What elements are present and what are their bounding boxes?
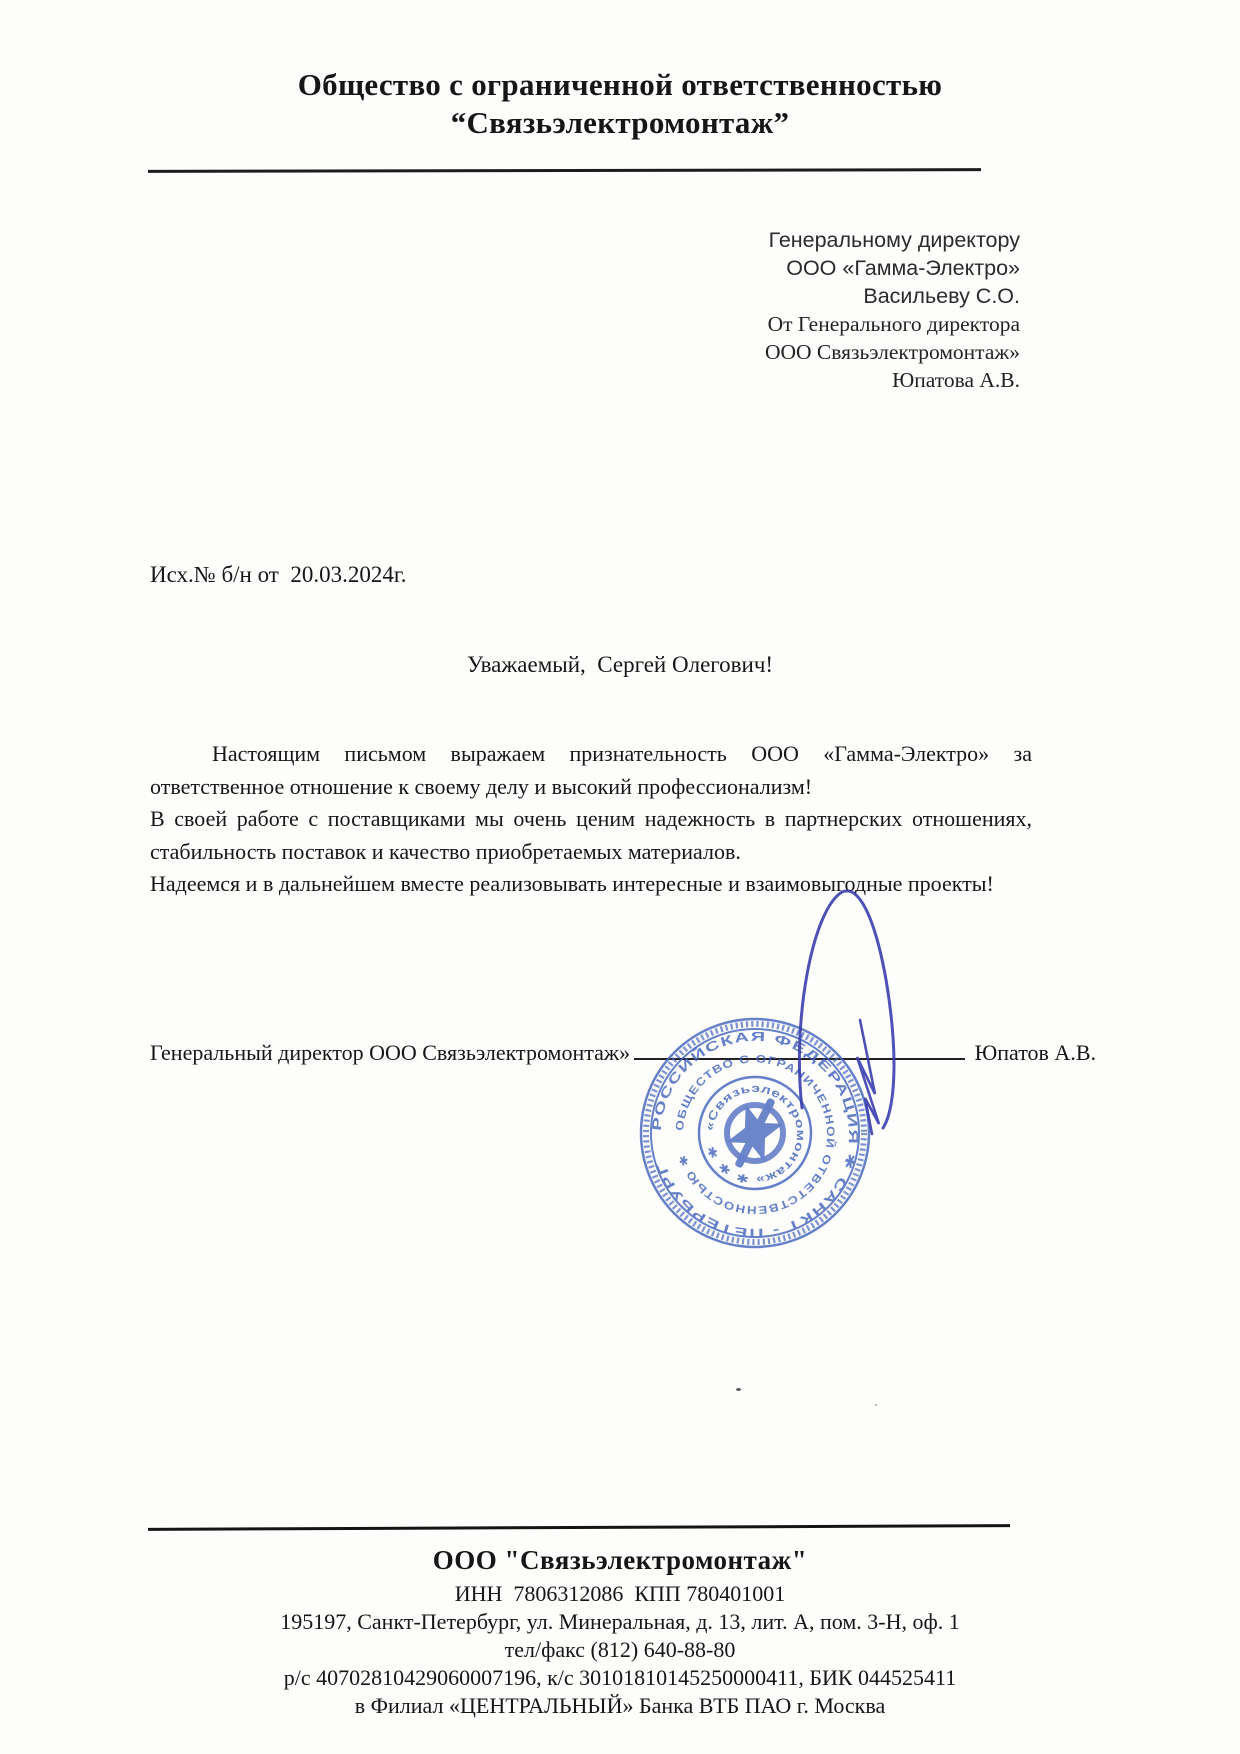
letterhead-line1: Общество с ограниченной ответственностью xyxy=(297,67,943,102)
recipient-block xyxy=(765,226,1020,394)
footer-block xyxy=(25,1540,1215,1720)
footer-inn-kpp: ИНН 7806312086 КПП 780401001 xyxy=(454,1581,786,1606)
footer-address: 195197, Санкт-Петербург, ул. Минеральная, д. 13, лит. А, пом. 3-Н, оф. 1 xyxy=(280,1609,960,1634)
letterhead-line2: “Связьэлектромонтаж” xyxy=(450,105,790,140)
body-paragraph-2: В своей работе с поставщиками мы очень ценим надежность в партнерских отношениях, стабильность поставок и качество приобретаемых материалов. xyxy=(150,806,1032,864)
stamp-inner-text: «Связьэлектромонтаж» ✱ ✱ ✱ xyxy=(703,1082,807,1186)
footer-divider xyxy=(148,1524,1010,1531)
handwritten-signature xyxy=(772,872,932,1162)
recipient-company: ООО «Гамма-Электро» xyxy=(786,256,1020,280)
sender-name: Юпатова А.В. xyxy=(892,368,1020,392)
letterhead-title xyxy=(120,66,1120,142)
stamp-outer-ring-text: РОССИЙСКАЯ ФЕДЕРАЦИЯ ✱ САНКТ - ПЕТЕРБУРГ xyxy=(648,1028,862,1241)
sender-company: ООО Связьэлектромонтаж» xyxy=(764,340,1020,364)
footer-company-name: ООО "Связьэлектромонтаж" xyxy=(432,1545,808,1575)
scan-speck xyxy=(875,1404,877,1406)
recipient-name: Васильеву С.О. xyxy=(863,284,1020,308)
signature-row xyxy=(150,1040,1096,1066)
footer-bank-branch: в Филиал «ЦЕНТРАЛЬНЫЙ» Банка ВТБ ПАО г. Москва xyxy=(354,1693,886,1718)
scan-speck xyxy=(736,1388,741,1391)
sender-position: От Генерального директора xyxy=(767,312,1020,336)
body-paragraph-3: Надеемся и в дальнейшем вместе реализовывать интересные и взаимовыгодные проекты! xyxy=(150,871,994,896)
stamp-middle-ring-text: ОБЩЕСТВО С ОГРАНИЧЕННОЙ ОТВЕТСТВЕННОСТЬЮ ✱ xyxy=(673,1053,837,1216)
body-paragraph-1: Настоящим письмом выражаем признательность ООО «Гамма-Электро» за ответственное отношение к своему делу и высокий профессионализм! xyxy=(150,741,1032,799)
salutation: Уважаемый, Сергей Олегович! xyxy=(466,652,774,677)
outgoing-ref: Исх.№ б/н от 20.03.2024г. xyxy=(150,562,407,587)
signer-name: Юпатов А.В. xyxy=(974,1040,1096,1065)
recipient-position: Генеральному директору xyxy=(768,228,1020,252)
letterhead-divider xyxy=(148,168,981,173)
signer-title: Генеральный директор ООО Связьэлектромонтаж» xyxy=(150,1040,631,1065)
footer-bank-accounts: р/с 40702810429060007196, к/с 30101810145250000411, БИК 044525411 xyxy=(283,1665,957,1690)
footer-phone: тел/факс (812) 640-88-80 xyxy=(504,1637,736,1662)
